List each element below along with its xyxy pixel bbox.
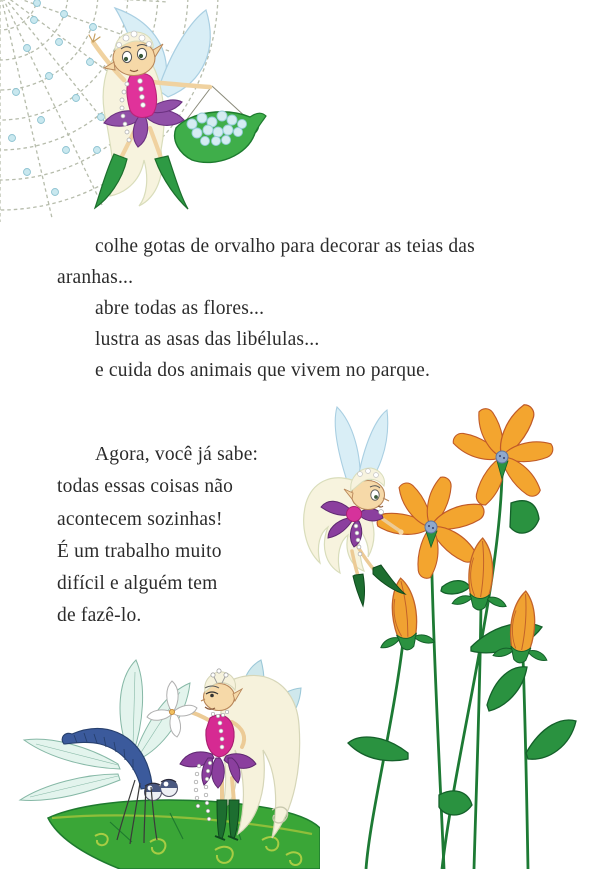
paragraph-fairy-tasks — [57, 231, 475, 386]
text-line: colhe gotas de orvalho para decorar as teias das — [95, 236, 475, 257]
flower-bud-icon — [374, 575, 435, 652]
text-line: difícil e alguém tem — [57, 573, 218, 595]
text-line: todas essas coisas não — [57, 476, 234, 498]
fairy-icon — [89, 8, 266, 209]
text-line: e cuida dos animais que vivem no parque. — [95, 360, 431, 381]
fairy-icon — [304, 407, 405, 606]
text-line: de fazê-lo. — [57, 605, 142, 627]
illustration-fairy-flowers — [290, 395, 605, 869]
paragraph-conclusion — [57, 439, 258, 633]
text-line: acontecem sozinhas! — [57, 508, 223, 530]
text-line: lustra as asas das libélulas... — [95, 329, 320, 350]
text-line: abre todas as flores... — [95, 298, 265, 319]
text-line: Agora, você já sabe: — [95, 444, 259, 465]
illustration-fairy-dragonfly — [0, 650, 320, 869]
text-line: É um trabalho muito — [57, 540, 222, 562]
text-line: aranhas... — [57, 267, 134, 288]
illustration-fairy-spiderweb — [0, 0, 270, 225]
